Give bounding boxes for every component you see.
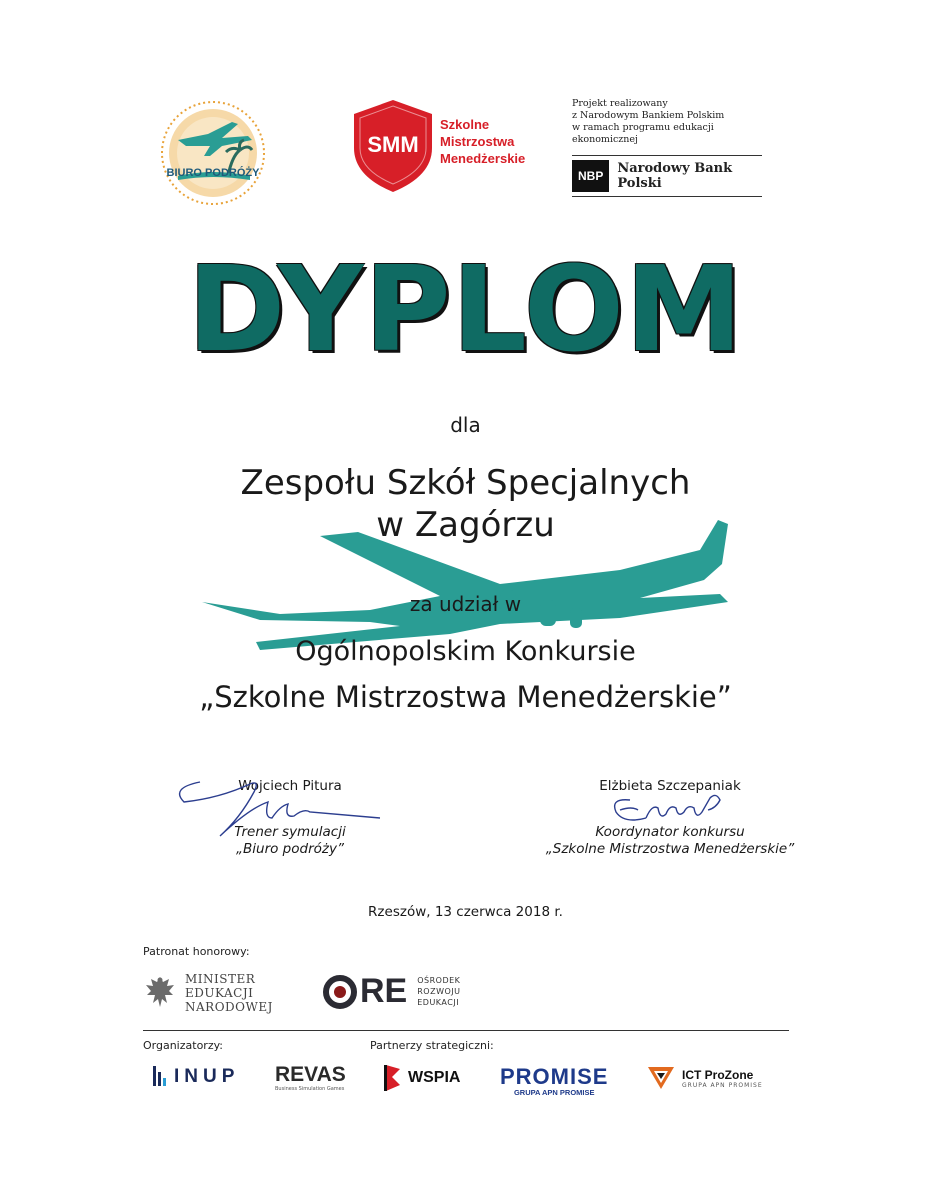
men-line-3: NARODOWEJ (185, 1000, 273, 1014)
wspia-word: WSPIA (408, 1069, 461, 1086)
diploma-title: DYPLOM (187, 240, 744, 378)
recipient-line-1: Zespołu Szkół Specjalnych (240, 463, 691, 503)
promise-logo (500, 1066, 608, 1097)
ore-logo (322, 972, 461, 1011)
biuro-sun-icon (158, 98, 268, 208)
nbp-name: Narodowy Bank Polski (617, 161, 733, 191)
ict-triangle-icon (646, 1065, 676, 1091)
signer-right-role-line-2: „Szkolne Mistrzostwa Menedżerskie” (545, 841, 795, 857)
biuro-podrozy-logo (158, 98, 268, 208)
ict-sub: GRUPA APN PROMISE (682, 1081, 763, 1089)
men-line-2: EDUKACJI (185, 986, 254, 1000)
smm-logo-text (440, 116, 525, 167)
ict-prozone-logo (646, 1065, 763, 1091)
revas-word: REVAS (275, 1063, 346, 1086)
inup-bars-icon (152, 1064, 168, 1088)
smm-line-1: Szkolne (440, 117, 490, 132)
promise-word: PROMISE (500, 1064, 609, 1089)
nbp-abbr: NBP (572, 160, 609, 192)
smm-shield-icon (348, 96, 438, 196)
nbp-project-line-2: z Narodowym Bankiem Polskim (572, 110, 725, 121)
dla-text: dla (450, 413, 481, 437)
contest-line-1: Ogólnopolskim Konkursie (295, 636, 636, 667)
wspia-flag-icon (382, 1063, 404, 1093)
partners-label: Partnerzy strategiczni: (370, 1039, 494, 1052)
nbp-project-line-1: Projekt realizowany (572, 98, 668, 109)
recipient-name (0, 462, 931, 546)
ict-word: ICT ProZone (682, 1067, 754, 1082)
minister-edukacji-logo (143, 972, 273, 1014)
recipient-line-2: w Zagórzu (376, 505, 555, 545)
promise-sub: GRUPA APN PROMISE (513, 1088, 595, 1097)
organizers-label: Organizatorzy: (143, 1039, 224, 1052)
revas-sub: Business Simulation Games (275, 1086, 345, 1092)
nbp-block (572, 98, 762, 197)
patronat-label: Patronat honorowy: (143, 945, 250, 958)
eagle-emblem-icon (143, 973, 177, 1013)
svg-text:SMM: SMM (367, 132, 419, 157)
men-line-1: MINISTER (185, 972, 256, 986)
ore-word: RE (360, 972, 408, 1010)
nbp-logo (572, 155, 762, 197)
svg-text:BIURO PODRÓŻY: BIURO PODRÓŻY (166, 167, 260, 179)
signature-left (160, 778, 420, 858)
contest-line-2: „Szkolne Mistrzostwa Menedżerskie” (199, 680, 732, 714)
date-place: Rzeszów, 13 czerwca 2018 r. (368, 904, 563, 920)
inup-logo (152, 1064, 239, 1088)
footer-divider (143, 1030, 789, 1031)
smm-line-2: Mistrzostwa (440, 134, 515, 149)
signer-left-role-line-2: „Biuro podróży” (236, 841, 344, 857)
wspia-logo (382, 1063, 460, 1093)
revas-logo (275, 1064, 346, 1092)
smm-logo (348, 96, 538, 196)
participation-text: za udział w (409, 592, 522, 616)
signer-left-name: Wojciech Pitura (238, 778, 342, 794)
ore-line-2: ROZWOJU (417, 987, 461, 996)
ore-line-1: OŚRODEK (417, 976, 461, 985)
nbp-project-line-3: w ramach programu edukacji ekonomicznej (572, 122, 714, 145)
signer-right-role-line-1: Koordynator konkursu (595, 824, 745, 840)
smm-line-3: Menedżerskie (440, 151, 526, 166)
signer-right-name: Elżbieta Szczepaniak (599, 778, 741, 794)
signature-right (520, 778, 820, 858)
signer-left-role-line-1: Trener symulacji (234, 824, 346, 840)
handwritten-signature-left (160, 778, 420, 858)
inup-word: INUP (174, 1066, 240, 1087)
handwritten-signature-right (520, 778, 820, 858)
ore-line-3: EDUKACJI (417, 998, 460, 1007)
ore-circle-icon (322, 974, 358, 1010)
